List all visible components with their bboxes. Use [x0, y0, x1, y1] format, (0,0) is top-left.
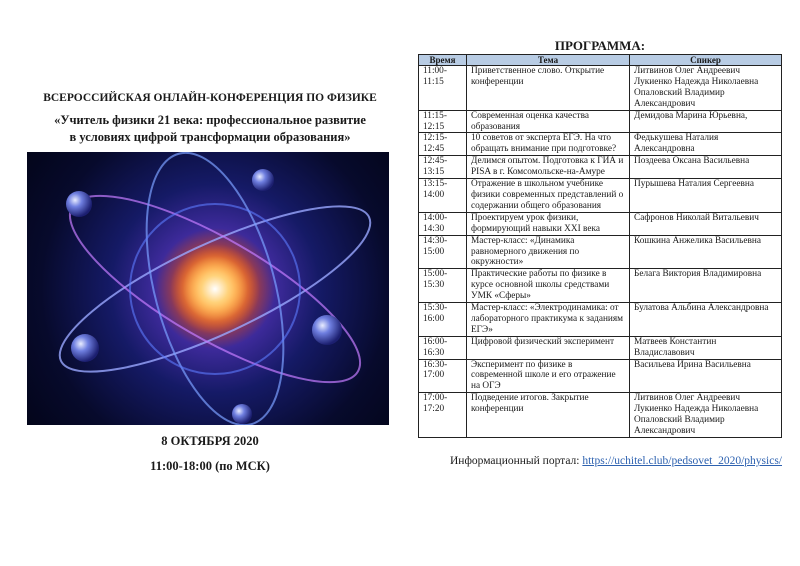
cell-topic: Проектируем урок физики, формирующий навыки XXI века — [467, 212, 630, 235]
table-row — [419, 179, 782, 213]
header-time: Время — [419, 55, 467, 66]
cell-topic: Цифровой физический эксперимент — [467, 336, 630, 359]
table-row — [419, 269, 782, 303]
conference-time: 11:00-18:00 (по МСК) — [150, 459, 270, 473]
atom-illustration — [27, 152, 389, 425]
cell-speaker: Поздеева Оксана Васильевна — [630, 156, 782, 179]
cell-topic: Делимся опытом. Подготовка к ГИА и PISA в г. Комсомольске-на-Амуре — [467, 156, 630, 179]
table-row — [419, 156, 782, 179]
cell-topic: Приветственное слово. Открытие конференции — [467, 66, 630, 111]
table-row — [419, 359, 782, 393]
cell-time: 11:00- 11:15 — [419, 66, 467, 111]
atom-orbits-icon — [27, 152, 389, 425]
conference-title: ВСЕРОССИЙСКАЯ ОНЛАЙН-КОНФЕРЕНЦИЯ ПО ФИЗИКЕ — [43, 92, 377, 104]
cell-topic: Современная оценка качества образования — [467, 110, 630, 133]
cell-speaker: Литвинов Олег Андреевич Лукиенко Надежда Николаевна Опаловский Владимир Александрович — [630, 66, 782, 111]
cell-speaker: Белага Виктория Владимировна — [630, 269, 782, 303]
table-row — [419, 393, 782, 438]
subtitle-line: в условиях цифрой трансформации образования» — [69, 130, 351, 144]
cell-topic: Мастер-класс: «Динамика равномерного движения по окружности» — [467, 235, 630, 269]
table-row — [419, 110, 782, 133]
subtitle-line: «Учитель физики 21 века: профессиональное развитие — [54, 113, 366, 127]
portal-info — [418, 454, 782, 468]
cell-topic: Подведение итогов. Закрытие конференции — [467, 393, 630, 438]
table-row — [419, 133, 782, 156]
cell-topic: 10 советов от эксперта ЕГЭ. На что обращать внимание при подготовке? — [467, 133, 630, 156]
conference-date: 8 ОКТЯБРЯ 2020 — [161, 434, 259, 448]
cell-speaker: Литвинов Олег Андреевич Лукиенко Надежда Николаевна Опаловский Владимир Александрович — [630, 393, 782, 438]
cell-speaker: Демидова Марина Юрьевна, — [630, 110, 782, 133]
cell-time: 16:00- 16:30 — [419, 336, 467, 359]
cell-speaker: Матвеев Константин Владиславович — [630, 336, 782, 359]
cell-time: 14:30- 15:00 — [419, 235, 467, 269]
cell-speaker: Кошкина Анжелика Васильевна — [630, 235, 782, 269]
table-row — [419, 212, 782, 235]
table-row — [419, 336, 782, 359]
cell-speaker: Федькушева Наталия Александровна — [630, 133, 782, 156]
cell-speaker: Пурышева Наталия Сергеевна — [630, 179, 782, 213]
cell-time: 16:30- 17:00 — [419, 359, 467, 393]
header-speaker: Спикер — [630, 55, 782, 66]
program-table — [418, 54, 782, 438]
conference-subtitle — [20, 112, 400, 146]
cell-topic: Отражение в школьном учебнике физики современных представлений о содержании общего образования — [467, 179, 630, 213]
program-title: ПРОГРАММА: — [554, 38, 646, 53]
table-row — [419, 66, 782, 111]
portal-link[interactable]: https://uchitel.club/pedsovet_2020/physics/ — [582, 454, 782, 467]
cell-time: 15:30- 16:00 — [419, 303, 467, 337]
cell-topic: Практические работы по физике в курсе основной школы средствами УМК «Сферы» — [467, 269, 630, 303]
cell-topic: Эксперимент по физике в современной школе и его отражение на ОГЭ — [467, 359, 630, 393]
portal-label: Информационный портал: — [450, 454, 583, 467]
cell-topic: Мастер-класс: «Электродинамика: от лабораторного практикума к заданиям ЕГЭ» — [467, 303, 630, 337]
cell-time: 14:00- 14:30 — [419, 212, 467, 235]
cell-time: 13:15- 14:00 — [419, 179, 467, 213]
cell-speaker: Сафронов Николай Витальевич — [630, 212, 782, 235]
cell-speaker: Булатова Альбина Александровна — [630, 303, 782, 337]
table-row — [419, 303, 782, 337]
program-section — [418, 38, 782, 468]
cell-speaker: Васильева Ирина Васильевна — [630, 359, 782, 393]
cell-time: 11:15- 12:15 — [419, 110, 467, 133]
cell-time: 17:00- 17:20 — [419, 393, 467, 438]
table-row — [419, 235, 782, 269]
cell-time: 12:45- 13:15 — [419, 156, 467, 179]
header-topic: Тема — [467, 55, 630, 66]
cell-time: 15:00- 15:30 — [419, 269, 467, 303]
cell-time: 12:15- 12:45 — [419, 133, 467, 156]
